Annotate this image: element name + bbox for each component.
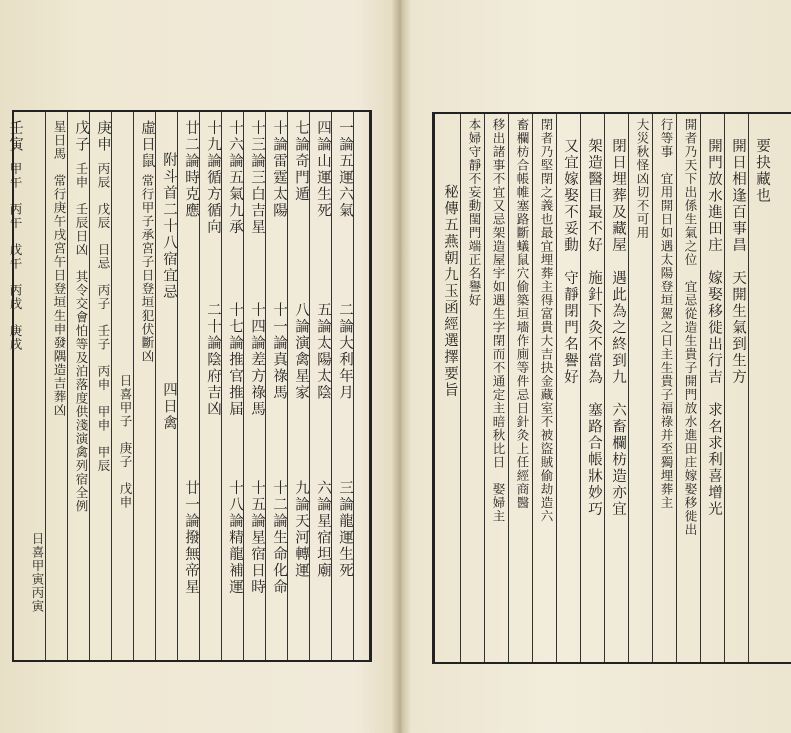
commentary-line: 開者乃天下出係生氣之位 宜忌從造生貴子開門放水進田庄嫁娶移徙出 [683,118,698,537]
star-entry-text: 丙辰 戊辰 日忌 丙子 壬子 丙申 甲申 甲辰 [96,162,111,473]
toc-entry: 四論山運生死 [315,120,331,219]
section-heading: 要抉藏也 [754,138,770,204]
verse-line: 架造醫目最不好 施針下灸不當為 塞路合帳牀妙巧 [586,138,602,518]
commentary-line: 畜欄枋合帳帷塞路斷蟻鼠穴偷築垣墻作廁等件忌日針灸上任經商醫 [515,118,530,510]
toc-entry: 六論星宿坦廟 [315,480,331,579]
star-entry-text: 甲午 丙午 戊午 丙戌 庚戌 [8,162,23,351]
toc-entry: 十三論三白吉星 [249,120,265,236]
toc-entry: 一論五運六氣 [337,120,353,219]
star-entry-text: 壬寅 [7,120,23,153]
toc-entry: 二論大利年月 [337,302,353,401]
star-entry-title: 虛日鼠 [139,120,155,170]
commentary-line: 閉者乃堅閉之義也最宜埋葬主得富貴大吉抉金藏室不被盜賊偷劫造六 [539,118,554,523]
left-page [0,0,392,733]
star-entry-text: 壬申 壬辰日凶 其令交會怕等及泊落度供淺演禽列宿全例 [74,162,89,513]
right-page-frame [432,112,791,664]
toc-entry: 十一論真祿馬 [271,302,287,401]
toc-entry: 十五論星宿日時 [249,480,265,596]
book-gutter [392,0,410,733]
star-entry-text: 日喜甲寅丙寅 [30,532,45,613]
toc-entry: 廿一論撥無帝星 [183,480,199,596]
section-label: 四日禽 [161,382,177,432]
toc-entry: 十論雷霆太陽 [271,120,287,219]
toc-entry: 十八論精龍補運 [227,480,243,596]
commentary-line: 本婦守靜不妄動閨門端正名譽好 [467,118,482,307]
verse-line: 開日相逢百事昌 天開生氣到生方 [730,138,746,386]
commentary-line: 移出諸事不宜又忌架造屋宇如遇生字閉而不通定主暗秋比日 娶婦主 [491,118,506,523]
left-page-frame [7,110,372,662]
toc-entry: 十四論差方祿馬 [249,302,265,418]
toc-entry: 十七論推官推届 [227,302,243,418]
verse-line: 開門放水進田庄 嫁娶移徙出行吉 求名求利喜增光 [706,138,722,518]
star-entry-text: 庚申 [95,120,111,153]
right-page [410,0,791,733]
toc-entry: 七論奇門遁 [293,120,309,203]
toc-entry: 廿二論時克應 [183,120,199,219]
appendix-heading: 附斗首二十八宿宜忌 [161,152,177,301]
verse-line: 閉日埋葬及藏屋 遇此為之終到九 六畜欄枋造亦宜 [610,138,626,518]
verse-line: 又宜嫁娶不妥動 守靜閉門名譽好 [562,138,578,386]
toc-entry: 十九論循方循向 [205,120,221,236]
toc-entry: 十二論生命化命 [271,480,287,596]
toc-entry: 八論演禽星家 [293,302,309,401]
star-entry-text: 常行甲子承宮子日登垣犯伏斷凶 [140,174,155,363]
toc-entry: 五論太陽太陰 [315,302,331,401]
commentary-line: 大災秋怪凶切不可用 [635,118,650,240]
toc-entry: 十六論五氣九承 [227,120,243,236]
star-entry-text: 星日馬 常行庚午戌宮午日登垣生申發隅造吉葬凶 [52,120,67,417]
star-entry-text: 日喜甲子 庚子 戊申 [118,374,133,509]
book-title-footer: 秘傳五燕朝九玉函經選擇要旨 [442,184,458,399]
toc-entry: 九論天河轉運 [293,480,309,579]
commentary-line: 行等事 宜用開日如遇太陽登垣駕之日主生貴子福祿并至獨埋葬主 [659,118,674,510]
toc-entry: 二十論陰府吉凶 [205,302,221,418]
toc-entry: 三論龍運生死 [337,480,353,579]
star-entry-text: 戊子 [73,120,89,153]
